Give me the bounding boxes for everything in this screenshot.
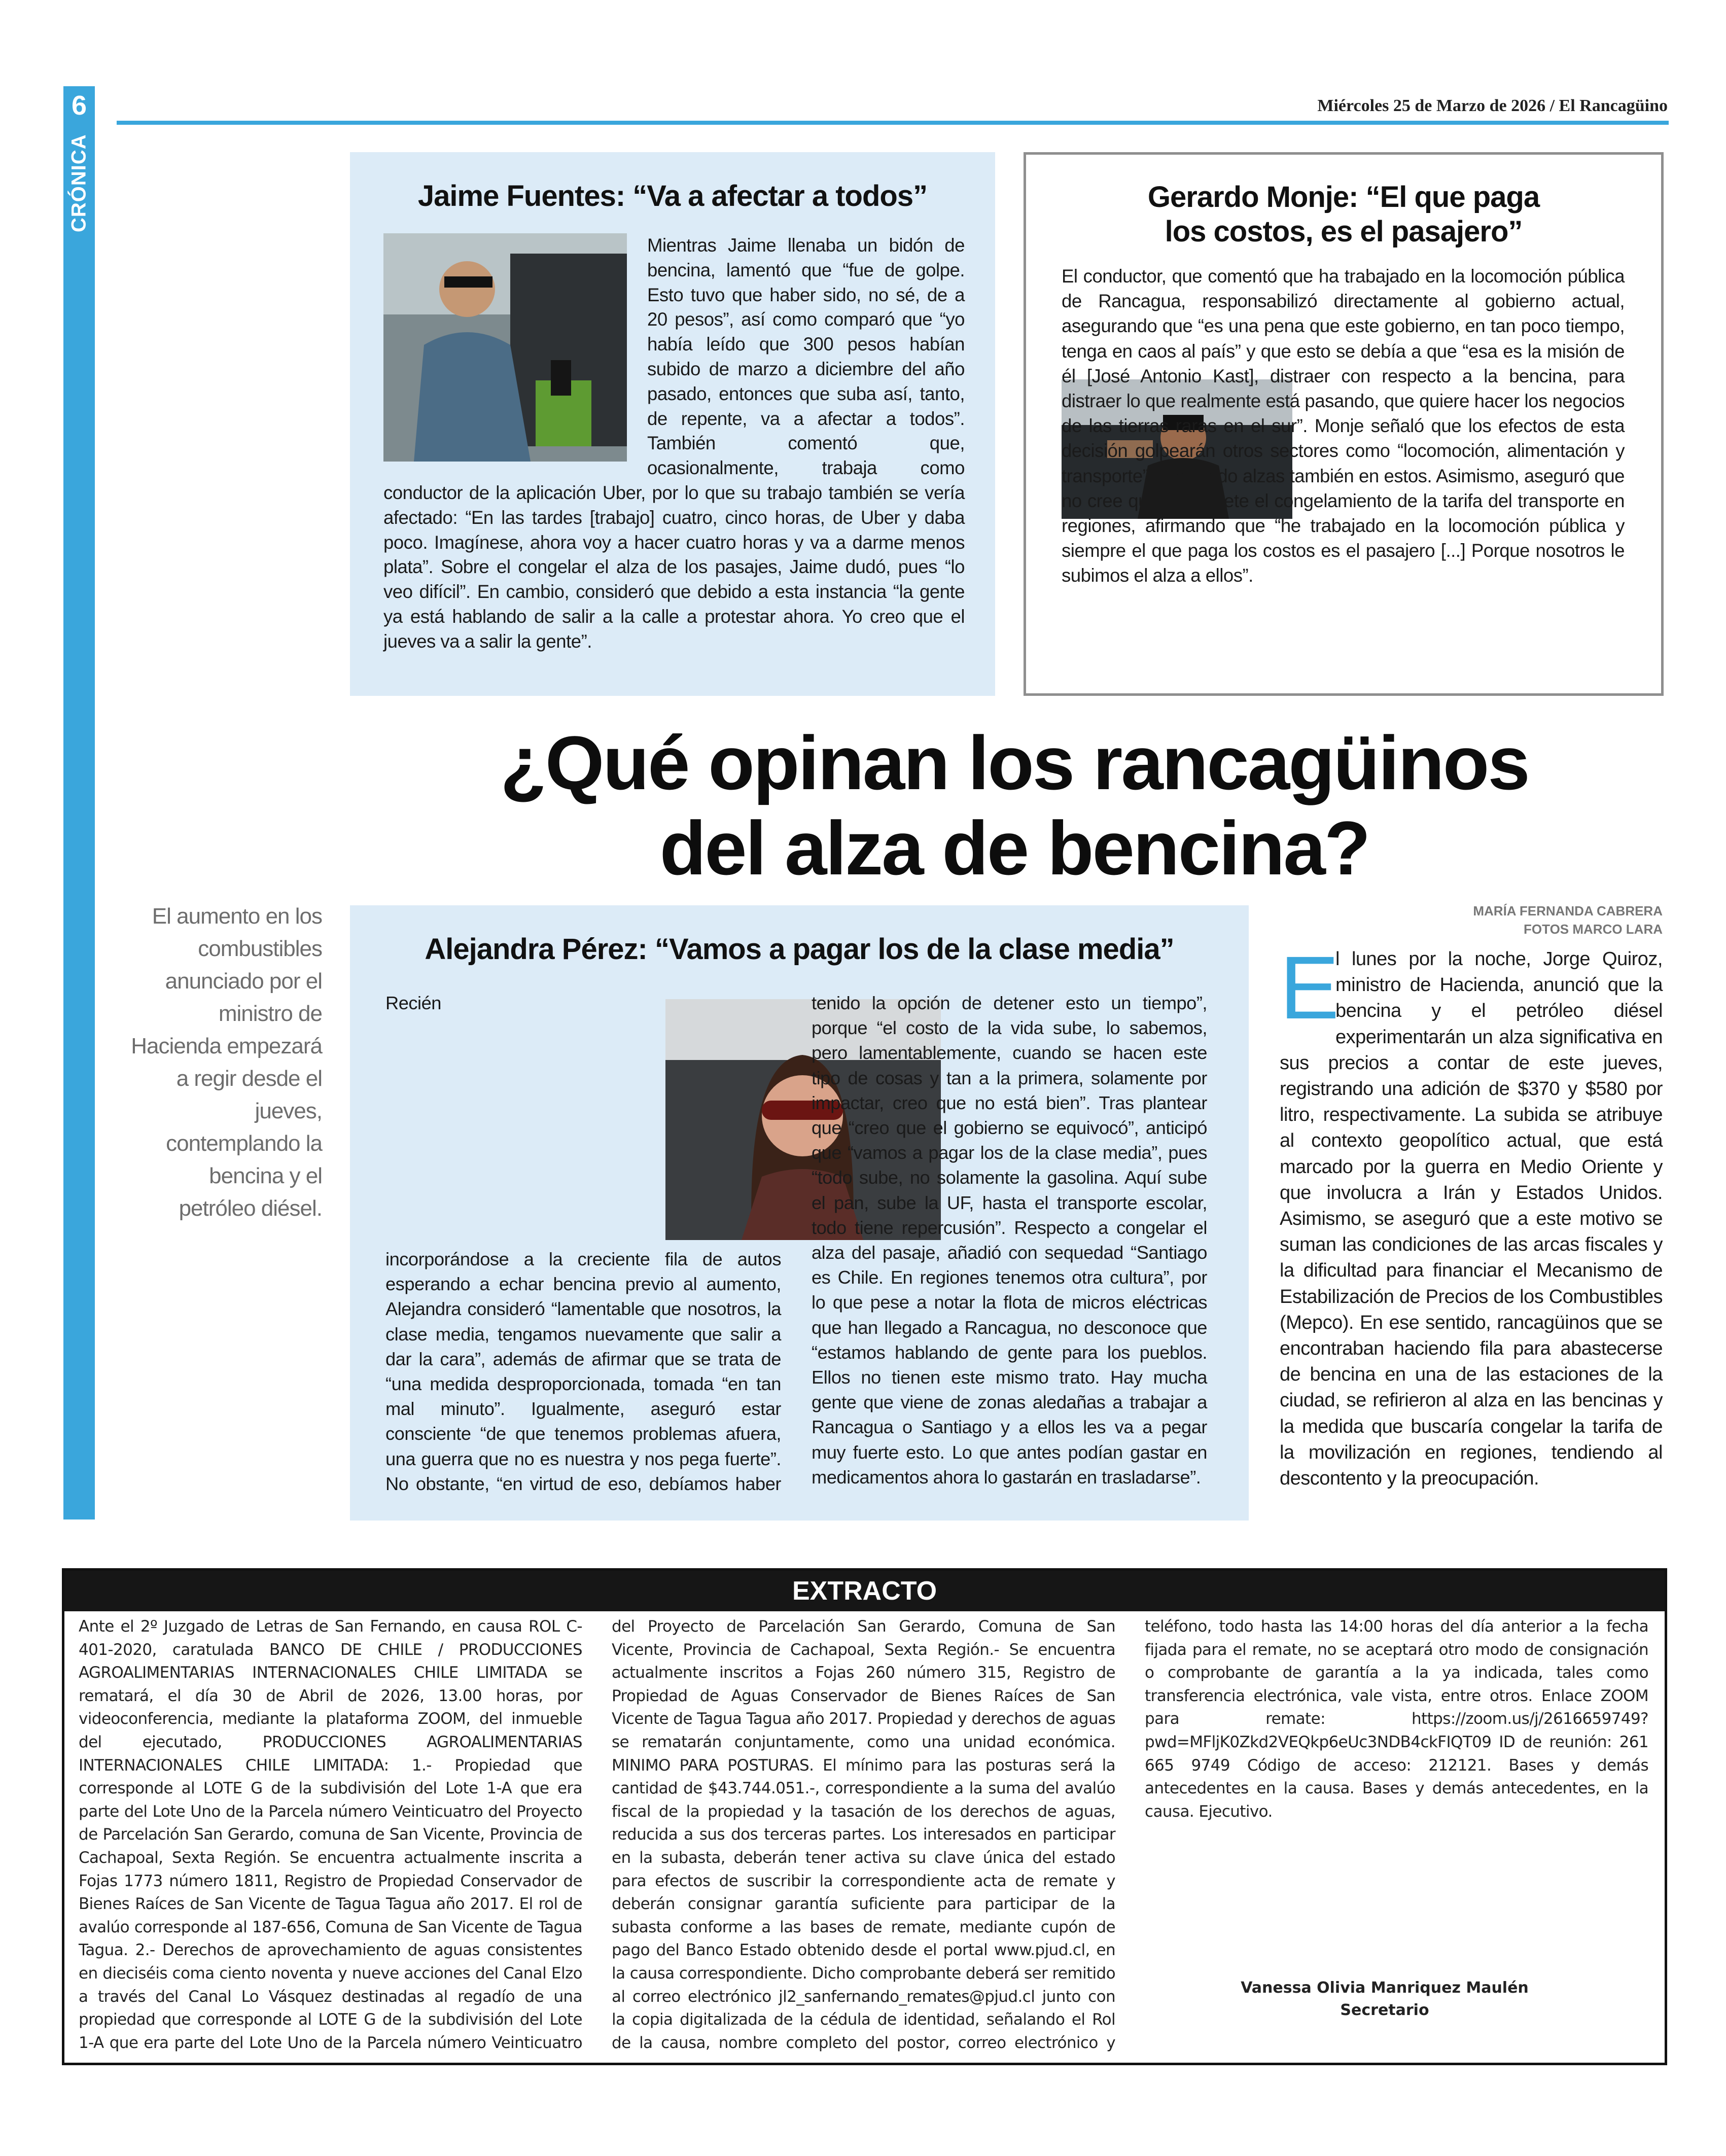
box-jaime-fuentes <box>350 152 995 696</box>
main-story-body: l lunes por la noche, Jorge Quiroz, ministro de Hacienda, anunció que la bencina y el petróleo diésel experimentarán un alza significativa en sus precios a contar de este jueves, registrando una adición de $370 y $580 por litro, respectivamente. La subida se atribuye al contexto geopolítico actual, que está marcado por la guerra en Medio Oriente y que involucra a Irán y Estados Unidos. Asimismo, se aseguró que a este motivo se suman las condiciones de las arcas fiscales y la dificultad para financiar el Mecanismo de Estabilización de Precios de los Combustibles (Mepco). En ese sentido, rancagüinos que se encontraban haciendo fila para abastecerse de bencina en una de las estaciones de la ciudad, se refirieron al alza en las bencinas y la medida que buscaría congelar la tarifa de la movilización en regiones, tendiendo al descontento y la preocupación. <box>1280 948 1663 1490</box>
box-gerardo-text <box>1062 264 1625 588</box>
extracto-body: Ante el 2º Juzgado de Letras de San Fernando, en causa ROL C-401-2020, caratulada BANCO DE CHILE / PRODUCCIONES AGROALIMENTARIAS INTERNACIONALES CHILE LIMITADA se rematará, el día 30 de Abril de 2026, 13.00 horas, por videoconferencia, mediante la plataforma ZOOM, del inmueble del ejecutado, PRODUCCIONES AGROALIMENTARIAS INTERNACIONALES CHILE LIMITADA: 1.- Propiedad que corresponde al LOTE G de la subdivisión del Lote 1-A que era parte del Lote Uno de la Parcela número Veinticuatro del Proyecto de Parcelación San Gerardo, comuna de San Vicente, Provincia de Cachapoal, Sexta Región. Se encuentra actualmente inscrita a Fojas 1773 número 1811, Registro de Propiedad Conservador de Bienes Raíces de San Vicente de Tagua Tagua año 2017. El rol de avalúo corresponde al 187-656, Comuna de San Vicente de Tagua Tagua. 2.- Derechos de aprovechamiento de aguas consistentes en dieciséis coma ciento noventa y nueve acciones del Canal Elzo a través del Canal Lo Vásquez destinadas al regadío de una propiedad que corresponde al LOTE G de la subdivisión del Lote 1-A que era parte del Lote Uno de la Parcela número Veinticuatro del Proyecto de Parcelación San Gerardo, Comuna de San Vicente, Provincia de Cachapoal, Sexta Región.- Se encuentra actualmente inscritos a Fojas 260 número 315, Registro de Propiedad de Aguas Conservador de Bienes Raíces de San Vicente de Tagua Tagua año 2017. Propiedad y derechos de aguas se rematarán conjuntamente, como una unidad económica. MINIMO PARA POSTURAS. El mínimo para las posturas será la cantidad de $43.744.051.-, correspondiente a la suma del avalúo fiscal de la propiedad y la tasación de los derechos de aguas, reducida a sus dos terceras partes. Los interesados en participar en la subasta, deberán tener activa su clave única del estado para efectos de suscribir la correspondiente acta de remate y deberán consignar garantía suficiente para participar de la subasta conforme a las bases de remate, mediante cupón de pago del Banco Estado obtenido desde el portal www.pjud.cl, en la causa correspondiente. Dicho comprobante deberá ser remitido al correo electrónico jl2_sanfernando_remates@pjud.cl junto con la copia digitalizada de la cédula de identidad, señalando el Rol de la causa, nombre completo del postor, correo electrónico y teléfono, todo hasta las 14:00 horas del día anterior a la fecha fijada para el remate, no se aceptará otro modo de consignación o comprobante de garantía a la ya indicada, tales como transferencia electrónica, vale vista, entre otros. Enlace ZOOM para remate: https://zoom.us/j/2616659749?pwd=MFljK0Zkd2VEQkp6eUc3NDB4ckFIQT09 ID de reunión: 261 665 9749 Código de acceso: 212121. Bases y demás antecedentes en la causa. Bases y demás antecedentes, en la causa. Ejecutivo. <box>79 1617 1648 2052</box>
extracto-signature <box>1136 1977 1633 2022</box>
page-number: 6 <box>63 86 95 125</box>
box-gerardo-body: El conductor, que comentó que ha trabajado en la locomoción pública de Rancagua, responsabilizó directamente al gobierno actual, asegurando que “es una pena que este gobierno, en tan poco tiempo, tenga en caos al país” y que esto se debía a que “esa es la misión de él [José Antonio Kast], distraer con respecto a la bencina, para distraer lo que realmente está pasando, que quiere hacer los negocios de las tierras raras en el sur”. Monje señaló que los efectos de esta decisión golpearán otros sectores como “locomoción, alimentación y transporte”, previendo alzas también en estos. Asimismo, aseguró que no cree que se respete el congelamiento de la tarifa del transporte en regiones, afirmando que “he trabajado en la locomoción pública y siempre el que paga los costos es el pasajero [...] Porque nosotros le subimos el alza a ellos”. <box>1062 266 1625 586</box>
section-label: CRÓNICA <box>67 134 90 232</box>
box-gerardo-monje <box>1024 152 1664 696</box>
main-headline <box>355 720 1674 891</box>
drop-cap: E <box>1280 938 1340 1038</box>
byline-author: MARÍA FERNANDA CABRERA <box>1473 903 1663 918</box>
box-alejandra-perez <box>350 905 1249 1521</box>
headline-line1: ¿Qué opinan los rancagüinos <box>500 720 1529 805</box>
byline-credits <box>1473 902 1663 938</box>
header-rule <box>117 121 1669 125</box>
extracto-title: EXTRACTO <box>64 1571 1665 1611</box>
box-jaime-text <box>383 233 965 654</box>
header-date-line: Miércoles 25 de Marzo de 2026 / El Rancagüino <box>1317 96 1668 115</box>
signature-name: Vanessa Olivia Manriquez Maulén <box>1241 1979 1529 1997</box>
box-gerardo-title-line1: Gerardo Monje: “El que paga <box>1147 181 1540 214</box>
box-alejandra-text <box>385 991 1207 1498</box>
headline-line2: del alza de bencina? <box>659 805 1369 891</box>
main-story <box>1280 938 1663 1492</box>
box-jaime-title: Jaime Fuentes: “Va a afectar a todos” <box>417 180 928 213</box>
byline-photos: FOTOS MARCO LARA <box>1524 922 1663 937</box>
box-gerardo-title-line2: los costos, es el pasajero” <box>1165 215 1523 248</box>
box-jaime-body: Mientras Jaime llenaba un bidón de bencina, lamentó que “fue de golpe. Esto tuvo que haber sido, no sé, de a 20 pesos”, así como comparó que “yo había leído que 300 pesos habían subido de marzo a diciembre del año pasado, entonces que suba así, tanto, de repente, va a afectar a todos”. También comentó que, ocasionalmente, trabaja como conductor de la aplicación Uber, por lo que su trabajo también se vería afectado: “En las tardes [trabajo] cuatro, cinco horas, de Uber y daba poco. Imagínese, ahora voy a hacer cuatro horas y va a darme menos plata”. Sobre el congelar el alza de los pasajes, Jaime dudó, pues “lo veo difícil”. En cambio, consideró que debido a esta instancia “la gente ya está hablando de salir a la calle a protestar ahora. Yo creo que el jueves va a salir la gente”. <box>383 235 965 652</box>
section-sidebar-bar <box>63 125 95 1519</box>
signature-title: Secretario <box>1340 2001 1429 2019</box>
deck-summary: El aumento en los combustibles anunciado por el ministro de Hacienda empezará a regir desde el jueves, contemplando la bencina y el petróleo diésel. <box>131 904 322 1221</box>
box-alejandra-body: Recién incorporándose a la creciente fila de autos esperando a echar bencina previo al aumento, Alejandra consideró “lamentable que nosotros, la clase media, tengamos nuevamente que salir a dar la cara”, además de afirmar que se trata de “una medida desproporcionada, tomada “en tan mal minuto”. Igualmente, aseguró estar consciente “de que tenemos problemas afuera, una guerra que no es nuestra y nos pega fuerte”. No obstante, “en virtud de eso, debíamos haber tenido la opción de detener esto un tiempo”, porque “el costo de la vida sube, lo sabemos, pero lamentablemente, cuando se hacen este tipo de cosas y tan a la primera, solamente por impactar, creo que no está bien”. Tras plantear que “creo que el gobierno se equivocó”, anticipó que “vamos a pagar los de la clase media”, pues “todo sube, no solamente la gasolina. Aquí sube el pan, sube la UF, hasta el transporte escolar, todo tiene repercusión”. Respecto a congelar el alza del pasaje, añadió con sequedad “Santiago es Chile. En regiones tenemos otra cultura”, por lo que pese a notar la flota de micros eléctricas que han llegado a Rancagua, no desconoce que “estamos hablando de gente para los pueblos. Ellos no tienen este mismo trato. Hay mucha gente que viene de zonas aledañas a trabajar a Rancagua o Santiago y a ellos les va a pegar muy fuerte esto. Lo que antes podían gastar en medicamentos ahora lo gastarán en trasladarse”. <box>385 993 1207 1494</box>
box-gerardo-title <box>1026 180 1661 249</box>
box-alejandra-title: Alejandra Pérez: “Vamos a pagar los de la clase media” <box>425 933 1174 966</box>
